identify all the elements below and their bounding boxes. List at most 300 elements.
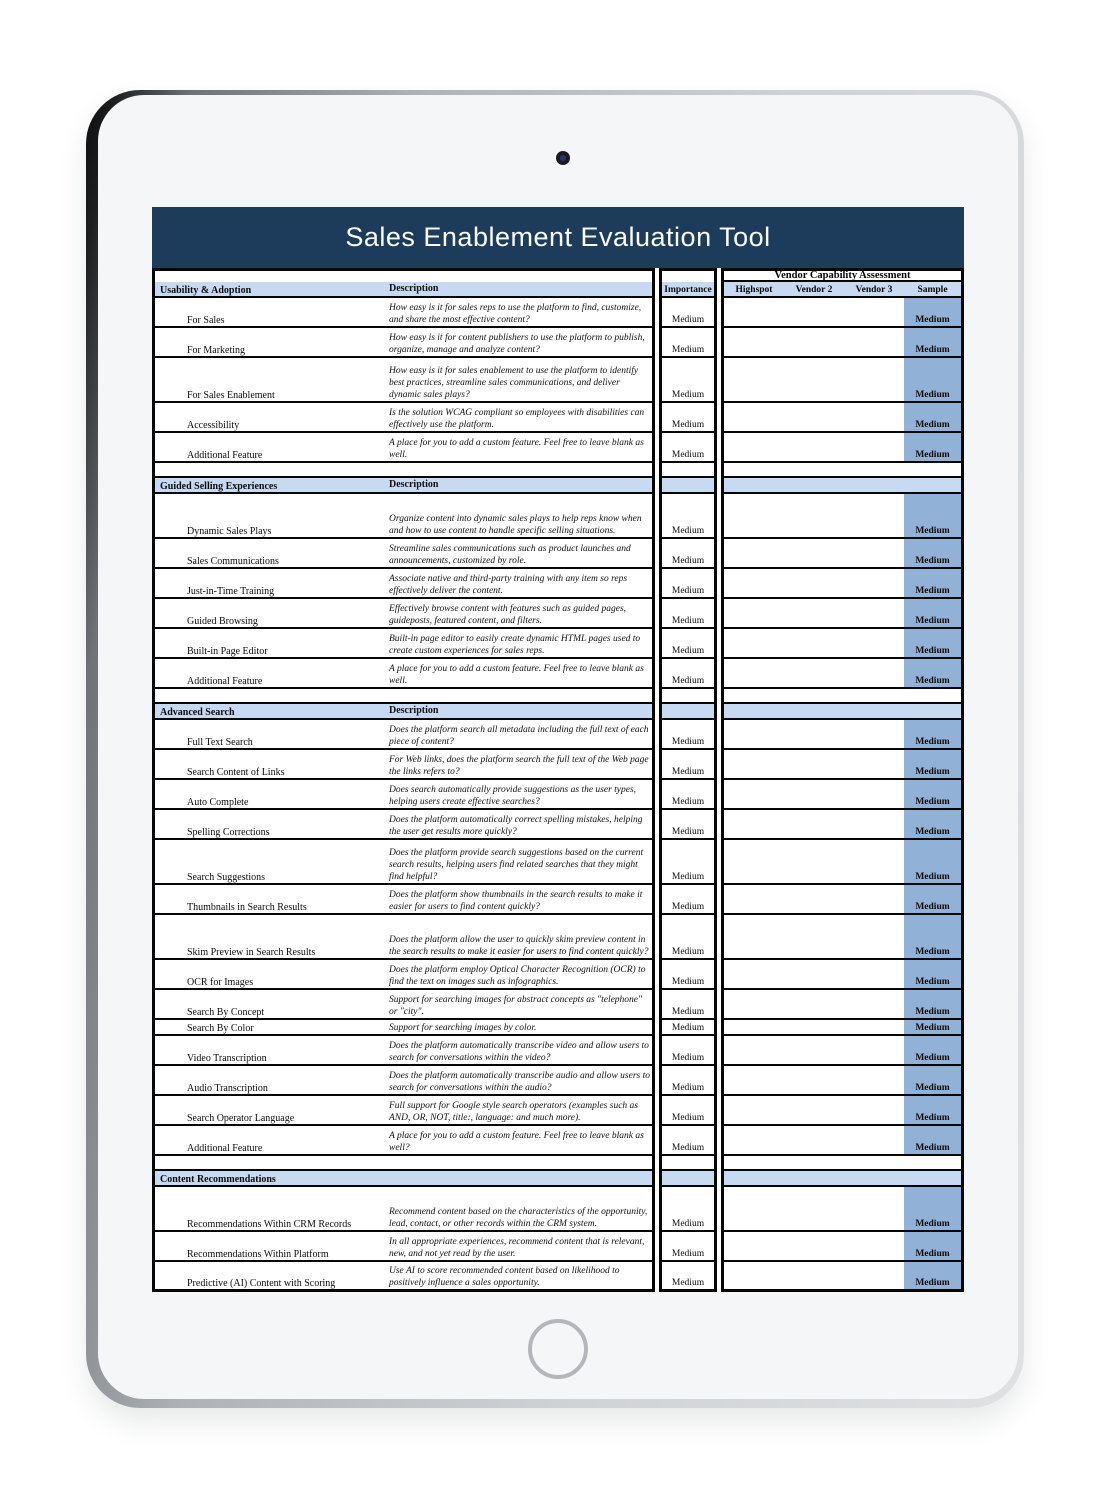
sample-cell[interactable]: Medium xyxy=(904,915,961,958)
vendor-cell-vendor-2[interactable] xyxy=(784,1020,844,1034)
importance-block xyxy=(659,704,717,720)
feature-row xyxy=(152,403,964,433)
left-block xyxy=(152,1036,655,1066)
vendor-cell-vendor-3[interactable] xyxy=(844,433,904,461)
sample-cell[interactable]: Medium xyxy=(904,780,961,808)
importance-block xyxy=(659,1096,717,1126)
left-block xyxy=(152,1126,655,1156)
sample-cell[interactable]: Medium xyxy=(904,885,961,913)
feature-name-cell: Just-in-Time Training xyxy=(187,586,275,597)
importance-cell[interactable]: Medium xyxy=(671,420,705,430)
vendor-block xyxy=(721,403,964,433)
feature-row xyxy=(152,1262,964,1292)
empty-cell xyxy=(388,689,652,702)
importance-cell[interactable]: Medium xyxy=(671,646,705,656)
sample-cell[interactable]: Medium xyxy=(904,1096,961,1124)
importance-block xyxy=(659,659,717,689)
vendor-block xyxy=(721,1262,964,1292)
vendor-cell-vendor-3[interactable] xyxy=(844,569,904,597)
feature-row xyxy=(152,780,964,810)
vendor-block xyxy=(721,328,964,358)
vendor-block xyxy=(721,1156,964,1171)
feature-name-cell: Thumbnails in Search Results xyxy=(187,902,307,913)
importance-cell[interactable]: Medium xyxy=(671,586,705,596)
importance-block xyxy=(659,780,717,810)
vendor-cell-highspot[interactable] xyxy=(724,1232,784,1260)
vendor-cell-highspot[interactable] xyxy=(724,599,784,627)
sample-cell[interactable]: Medium xyxy=(904,328,961,356)
feature-name-cell: Auto Complete xyxy=(187,797,249,808)
vendor-cell-vendor-3[interactable] xyxy=(844,750,904,778)
vendor-cell-highspot[interactable] xyxy=(724,358,784,401)
sample-cell[interactable]: Medium xyxy=(904,1036,961,1064)
feature-row xyxy=(152,1126,964,1156)
vendor-cell-vendor-3[interactable] xyxy=(844,539,904,567)
vendor-cell-vendor-2[interactable] xyxy=(784,990,844,1018)
section-header-row xyxy=(152,478,964,494)
vendor-block xyxy=(721,463,964,478)
feature-name-cell: Video Transcription xyxy=(187,1053,267,1064)
importance-block xyxy=(659,990,717,1020)
importance-cell[interactable]: Medium xyxy=(671,616,705,626)
vendor-cell-highspot[interactable] xyxy=(724,298,784,326)
sample-cell[interactable]: Medium xyxy=(904,1066,961,1094)
evaluation-table xyxy=(152,268,964,1292)
vendor-cell-highspot[interactable] xyxy=(724,328,784,356)
left-block xyxy=(152,403,655,433)
vendor-cell-vendor-2[interactable] xyxy=(784,1187,844,1230)
vendor-cell-highspot[interactable] xyxy=(724,1020,784,1034)
feature-description-cell: Associate native and third-party training with any item so reps effectively deliver the content. xyxy=(389,573,628,596)
importance-cell[interactable]: Medium xyxy=(671,737,705,747)
vendor-block xyxy=(721,750,964,780)
sample-cell[interactable]: Medium xyxy=(904,358,961,401)
vendor-cell-vendor-3[interactable] xyxy=(844,358,904,401)
vendor-cell-highspot[interactable] xyxy=(724,659,784,687)
empty-cell xyxy=(662,463,714,476)
feature-row xyxy=(152,720,964,750)
vendor-cell-vendor-3[interactable] xyxy=(844,720,904,748)
empty-cell xyxy=(388,1156,652,1169)
importance-cell[interactable]: Medium xyxy=(671,450,705,460)
sample-cell[interactable]: Medium xyxy=(904,1232,961,1260)
feature-description-cell: Organize content into dynamic sales plays to help reps know when and how to use content to handle specific selling situations. xyxy=(389,513,642,536)
vendor-block xyxy=(721,780,964,810)
vendor-cell-vendor-2[interactable] xyxy=(784,1066,844,1094)
sample-cell[interactable]: Medium xyxy=(904,494,961,537)
vendor-block xyxy=(721,358,964,403)
feature-description-cell: A place for you to add a custom feature. Feel free to leave blank as well. xyxy=(389,437,644,460)
feature-description-cell: How easy is it for sales reps to use the platform to find, customize, and share the most effective content? xyxy=(389,302,642,325)
empty-cell xyxy=(662,478,714,492)
sample-cell[interactable]: Medium xyxy=(904,629,961,657)
vendor-cell-vendor-2[interactable] xyxy=(784,915,844,958)
ipad-face xyxy=(98,95,1018,1399)
importance-cell[interactable]: Medium xyxy=(671,526,705,536)
empty-cell xyxy=(388,271,652,282)
vendor-cell-highspot[interactable] xyxy=(724,539,784,567)
vendor-cell-vendor-2[interactable] xyxy=(784,1096,844,1124)
importance-block xyxy=(659,1232,717,1262)
importance-block xyxy=(659,358,717,403)
sample-cell[interactable]: Medium xyxy=(904,599,961,627)
vendor-cell-vendor-2[interactable] xyxy=(784,599,844,627)
vendor-cell-vendor-3[interactable] xyxy=(844,810,904,838)
sample-cell[interactable]: Medium xyxy=(904,1126,961,1154)
feature-description-cell: A place for you to add a custom feature. Feel free to leave blank as well? xyxy=(389,1130,644,1153)
vendor-cell-vendor-3[interactable] xyxy=(844,960,904,988)
vendor-cell-vendor-3[interactable] xyxy=(844,659,904,687)
feature-row xyxy=(152,328,964,358)
feature-name-cell: Audio Transcription xyxy=(187,1083,268,1094)
vendor-cell-vendor-2[interactable] xyxy=(784,298,844,326)
importance-cell[interactable]: Medium xyxy=(671,1143,705,1153)
feature-name-cell: Search Operator Language xyxy=(187,1113,295,1124)
vendor-cell-vendor-3[interactable] xyxy=(844,885,904,913)
empty-cell xyxy=(724,478,961,492)
importance-block xyxy=(659,1262,717,1292)
vendor-column-header-vendor-2: Vendor 2 xyxy=(784,282,844,296)
feature-row xyxy=(152,433,964,463)
vendor-cell-highspot[interactable] xyxy=(724,885,784,913)
home-button[interactable] xyxy=(528,1319,588,1379)
vendor-cell-vendor-2[interactable] xyxy=(784,750,844,778)
vendor-cell-vendor-2[interactable] xyxy=(784,403,844,431)
importance-cell[interactable]: Medium xyxy=(671,390,705,400)
feature-description-cell: Built-in page editor to easily create dynamic HTML pages used to create custom experiences for sales reps. xyxy=(389,633,641,656)
left-block xyxy=(152,463,655,478)
vendor-block xyxy=(721,810,964,840)
importance-cell[interactable]: Medium xyxy=(671,827,705,837)
vendor-cell-highspot[interactable] xyxy=(724,1036,784,1064)
vendor-assessment-title-row xyxy=(152,268,964,282)
empty-cell xyxy=(724,689,961,702)
spacer-row xyxy=(152,463,964,478)
column-header-row xyxy=(152,282,964,298)
vendor-cell-vendor-3[interactable] xyxy=(844,1020,904,1034)
empty-cell xyxy=(388,463,652,476)
vendor-cell-highspot[interactable] xyxy=(724,960,784,988)
vendor-cell-highspot[interactable] xyxy=(724,1187,784,1230)
left-block xyxy=(152,358,655,403)
sample-cell[interactable]: Medium xyxy=(904,840,961,883)
left-block xyxy=(152,328,655,358)
vendor-cell-vendor-2[interactable] xyxy=(784,539,844,567)
left-block xyxy=(152,1156,655,1171)
importance-block xyxy=(659,494,717,539)
vendor-cell-vendor-2[interactable] xyxy=(784,494,844,537)
feature-description-cell: Recommend content based on the characteristics of the opportunity, lead, contact, or other records within the CRM system. xyxy=(389,1206,648,1229)
description-header xyxy=(388,1171,652,1185)
feature-name-cell: Additional Feature xyxy=(187,676,263,687)
vendor-cell-highspot[interactable] xyxy=(724,629,784,657)
feature-description-cell: Does the platform automatically correct spelling mistakes, helping the user get results more quickly? xyxy=(389,814,643,837)
importance-cell[interactable]: Medium xyxy=(671,1083,705,1093)
feature-row xyxy=(152,599,964,629)
vendor-cell-vendor-3[interactable] xyxy=(844,494,904,537)
vendor-cell-vendor-2[interactable] xyxy=(784,1232,844,1260)
importance-cell[interactable]: Medium xyxy=(671,1278,705,1288)
feature-row xyxy=(152,1187,964,1232)
vendor-block xyxy=(721,298,964,328)
importance-cell[interactable]: Medium xyxy=(671,1249,705,1259)
vendor-cell-vendor-3[interactable] xyxy=(844,1066,904,1094)
importance-cell[interactable]: Medium xyxy=(671,345,705,355)
vendor-cell-vendor-2[interactable] xyxy=(784,810,844,838)
vendor-cell-highspot[interactable] xyxy=(724,720,784,748)
feature-description-cell: Does the platform search all metadata including the full text of each piece of content? xyxy=(389,724,649,747)
feature-row xyxy=(152,659,964,689)
feature-name-cell: Built-in Page Editor xyxy=(187,646,268,657)
sample-cell[interactable]: Medium xyxy=(904,1262,961,1289)
vendor-cell-vendor-2[interactable] xyxy=(784,885,844,913)
spacer-row xyxy=(152,1156,964,1171)
vendor-cell-vendor-3[interactable] xyxy=(844,403,904,431)
vendor-cell-highspot[interactable] xyxy=(724,1126,784,1154)
importance-cell[interactable]: Medium xyxy=(671,977,705,987)
feature-row xyxy=(152,810,964,840)
importance-block xyxy=(659,1187,717,1232)
feature-name-cell: Predictive (AI) Content with Scoring xyxy=(187,1278,336,1289)
description-header: Description xyxy=(388,704,652,718)
vendor-cell-vendor-3[interactable] xyxy=(844,328,904,356)
vendor-block xyxy=(721,659,964,689)
sample-cell[interactable]: Medium xyxy=(904,569,961,597)
sample-cell[interactable]: Medium xyxy=(904,720,961,748)
importance-block xyxy=(659,1156,717,1171)
vendor-block xyxy=(721,1171,964,1187)
feature-name-cell: Search By Concept xyxy=(187,1007,265,1018)
vendor-cell-highspot[interactable] xyxy=(724,1066,784,1094)
left-block xyxy=(152,1096,655,1126)
feature-name-cell: For Sales Enablement xyxy=(187,390,275,401)
vendor-block xyxy=(721,569,964,599)
vendor-cell-vendor-3[interactable] xyxy=(844,298,904,326)
feature-row xyxy=(152,1096,964,1126)
left-block xyxy=(152,750,655,780)
vendor-cell-vendor-3[interactable] xyxy=(844,840,904,883)
sample-cell[interactable]: Medium xyxy=(904,659,961,687)
feature-name-cell: OCR for Images xyxy=(187,977,254,988)
importance-block xyxy=(659,629,717,659)
vendor-cell-vendor-2[interactable] xyxy=(784,1126,844,1154)
vendor-cell-highspot[interactable] xyxy=(724,915,784,958)
importance-cell[interactable]: Medium xyxy=(671,1113,705,1123)
importance-cell[interactable]: Medium xyxy=(671,767,705,777)
sample-cell[interactable]: Medium xyxy=(904,539,961,567)
feature-name-cell: Search Content of Links xyxy=(187,767,285,778)
vendor-block xyxy=(721,629,964,659)
sample-cell[interactable]: Medium xyxy=(904,990,961,1018)
vendor-cell-highspot[interactable] xyxy=(724,990,784,1018)
left-block xyxy=(152,1171,655,1187)
left-block xyxy=(152,885,655,915)
importance-cell[interactable]: Medium xyxy=(671,902,705,912)
vendor-block xyxy=(721,720,964,750)
vendor-cell-highspot[interactable] xyxy=(724,840,784,883)
left-block xyxy=(152,1020,655,1036)
front-camera-icon xyxy=(556,151,570,165)
vendor-cell-vendor-2[interactable] xyxy=(784,840,844,883)
vendor-cell-vendor-2[interactable] xyxy=(784,960,844,988)
feature-description-cell: Full support for Google style search operators (examples such as AND, OR, NOT, title:, language: and much more). xyxy=(389,1100,638,1123)
spreadsheet xyxy=(152,207,964,1292)
importance-cell[interactable]: Medium xyxy=(671,797,705,807)
feature-row xyxy=(152,915,964,960)
feature-row xyxy=(152,1020,964,1036)
vendor-block xyxy=(721,885,964,915)
feature-row xyxy=(152,1066,964,1096)
feature-row xyxy=(152,539,964,569)
importance-cell[interactable]: Medium xyxy=(671,556,705,566)
vendor-cell-vendor-2[interactable] xyxy=(784,629,844,657)
vendor-cell-vendor-3[interactable] xyxy=(844,1262,904,1289)
left-block xyxy=(152,569,655,599)
sample-cell[interactable]: Medium xyxy=(904,298,961,326)
sample-cell[interactable]: Medium xyxy=(904,433,961,461)
feature-name-cell: Skim Preview in Search Results xyxy=(187,947,316,958)
vendor-cell-highspot[interactable] xyxy=(724,1096,784,1124)
feature-row xyxy=(152,629,964,659)
importance-cell[interactable]: Medium xyxy=(671,947,705,957)
feature-name-cell: Sales Communications xyxy=(187,556,279,567)
vendor-cell-vendor-3[interactable] xyxy=(844,1036,904,1064)
importance-block xyxy=(659,1126,717,1156)
importance-cell[interactable]: Medium xyxy=(671,1053,705,1063)
vendor-cell-vendor-2[interactable] xyxy=(784,569,844,597)
sample-cell[interactable]: Medium xyxy=(904,1020,961,1034)
left-block xyxy=(152,629,655,659)
vendor-cell-vendor-3[interactable] xyxy=(844,599,904,627)
vendor-cell-vendor-3[interactable] xyxy=(844,1232,904,1260)
vendor-block xyxy=(721,268,964,282)
vendor-cell-highspot[interactable] xyxy=(724,494,784,537)
vendor-cell-vendor-2[interactable] xyxy=(784,780,844,808)
vendor-cell-vendor-2[interactable] xyxy=(784,659,844,687)
importance-block xyxy=(659,569,717,599)
vendor-cell-vendor-3[interactable] xyxy=(844,990,904,1018)
left-block xyxy=(152,810,655,840)
left-block xyxy=(152,840,655,885)
vendor-cell-vendor-3[interactable] xyxy=(844,1096,904,1124)
left-block xyxy=(152,960,655,990)
vendor-cell-vendor-3[interactable] xyxy=(844,915,904,958)
vendor-cell-vendor-3[interactable] xyxy=(844,1126,904,1154)
vendor-column-header-highspot: Highspot xyxy=(724,282,784,296)
ipad-device xyxy=(86,90,1024,1408)
vendor-cell-vendor-3[interactable] xyxy=(844,780,904,808)
feature-description-cell: A place for you to add a custom feature. Feel free to leave blank as well. xyxy=(389,663,644,686)
feature-description-cell: Does the platform employ Optical Character Recognition (OCR) to find the text on images such as infographics. xyxy=(389,964,646,987)
section-title: Content Recommendations xyxy=(155,1171,388,1185)
importance-block xyxy=(659,328,717,358)
importance-block xyxy=(659,478,717,494)
vendor-cell-vendor-3[interactable] xyxy=(844,1187,904,1230)
feature-name-cell: Full Text Search xyxy=(187,737,253,748)
vendor-cell-highspot[interactable] xyxy=(724,1262,784,1289)
page-title: Sales Enablement Evaluation Tool xyxy=(152,207,964,268)
importance-block xyxy=(659,840,717,885)
feature-description-cell: Effectively browse content with features such as guided pages, guideposts, featured content, and filters. xyxy=(389,603,627,626)
importance-block xyxy=(659,463,717,478)
left-block xyxy=(152,704,655,720)
vendor-column-header-sample: Sample xyxy=(904,282,961,296)
left-block xyxy=(152,494,655,539)
importance-header: Importance xyxy=(662,282,714,296)
vendor-cell-vendor-2[interactable] xyxy=(784,358,844,401)
importance-cell[interactable]: Medium xyxy=(671,315,705,325)
importance-cell[interactable]: Medium xyxy=(671,676,705,686)
sample-cell[interactable]: Medium xyxy=(904,1187,961,1230)
vendor-block xyxy=(721,915,964,960)
importance-cell[interactable]: Medium xyxy=(671,1007,705,1017)
importance-block xyxy=(659,433,717,463)
feature-description-cell: Does search automatically provide suggestions as the user types, helping users create effective searches? xyxy=(389,784,637,807)
section-header-row xyxy=(152,1171,964,1187)
left-block xyxy=(152,478,655,494)
left-block xyxy=(152,780,655,810)
vendor-block xyxy=(721,539,964,569)
left-block xyxy=(152,433,655,463)
feature-name-cell: For Sales xyxy=(187,315,225,326)
vendor-cell-vendor-3[interactable] xyxy=(844,629,904,657)
importance-cell[interactable]: Medium xyxy=(671,1023,705,1033)
vendor-cell-highspot[interactable] xyxy=(724,403,784,431)
vendor-cell-highspot[interactable] xyxy=(724,780,784,808)
sample-cell[interactable]: Medium xyxy=(904,403,961,431)
empty-cell xyxy=(662,1171,714,1185)
vendor-cell-highspot[interactable] xyxy=(724,569,784,597)
importance-block xyxy=(659,1171,717,1187)
vendor-cell-highspot[interactable] xyxy=(724,810,784,838)
feature-row xyxy=(152,569,964,599)
importance-cell[interactable]: Medium xyxy=(671,1219,705,1229)
vendor-cell-vendor-2[interactable] xyxy=(784,1036,844,1064)
vendor-block xyxy=(721,1020,964,1036)
description-header: Description xyxy=(388,282,652,296)
vendor-group-title: Vendor Capability Assessment xyxy=(774,270,911,281)
vendor-block xyxy=(721,990,964,1020)
importance-block xyxy=(659,810,717,840)
vendor-block xyxy=(721,478,964,494)
feature-description-cell: In all appropriate experiences, recommend content that is relevant, new, and not yet read by the user. xyxy=(389,1236,645,1259)
sample-cell[interactable]: Medium xyxy=(904,810,961,838)
left-block xyxy=(152,298,655,328)
importance-cell[interactable]: Medium xyxy=(671,872,705,882)
importance-block xyxy=(659,915,717,960)
spacer-row xyxy=(152,689,964,704)
left-block xyxy=(152,282,655,298)
vendor-block xyxy=(721,1187,964,1232)
sample-cell[interactable]: Medium xyxy=(904,750,961,778)
vendor-cell-vendor-2[interactable] xyxy=(784,328,844,356)
feature-description-cell: Streamline sales communications such as product launches and announcements, customized by role. xyxy=(389,543,631,566)
vendor-cell-vendor-2[interactable] xyxy=(784,1262,844,1289)
sample-cell[interactable]: Medium xyxy=(904,960,961,988)
vendor-cell-highspot[interactable] xyxy=(724,433,784,461)
vendor-cell-highspot[interactable] xyxy=(724,750,784,778)
feature-description-cell: Does the platform automatically transcribe audio and allow users to search for conversations within the audio? xyxy=(389,1070,650,1093)
vendor-block xyxy=(721,494,964,539)
feature-name-cell: Search By Color xyxy=(187,1023,254,1034)
feature-row xyxy=(152,1232,964,1262)
vendor-cell-vendor-2[interactable] xyxy=(784,720,844,748)
vendor-block xyxy=(721,960,964,990)
left-block xyxy=(152,720,655,750)
feature-description-cell: Use AI to score recommended content based on likelihood to positively influence a sales opportunity. xyxy=(389,1265,620,1288)
vendor-cell-vendor-2[interactable] xyxy=(784,433,844,461)
feature-name-cell: Additional Feature xyxy=(187,1143,263,1154)
